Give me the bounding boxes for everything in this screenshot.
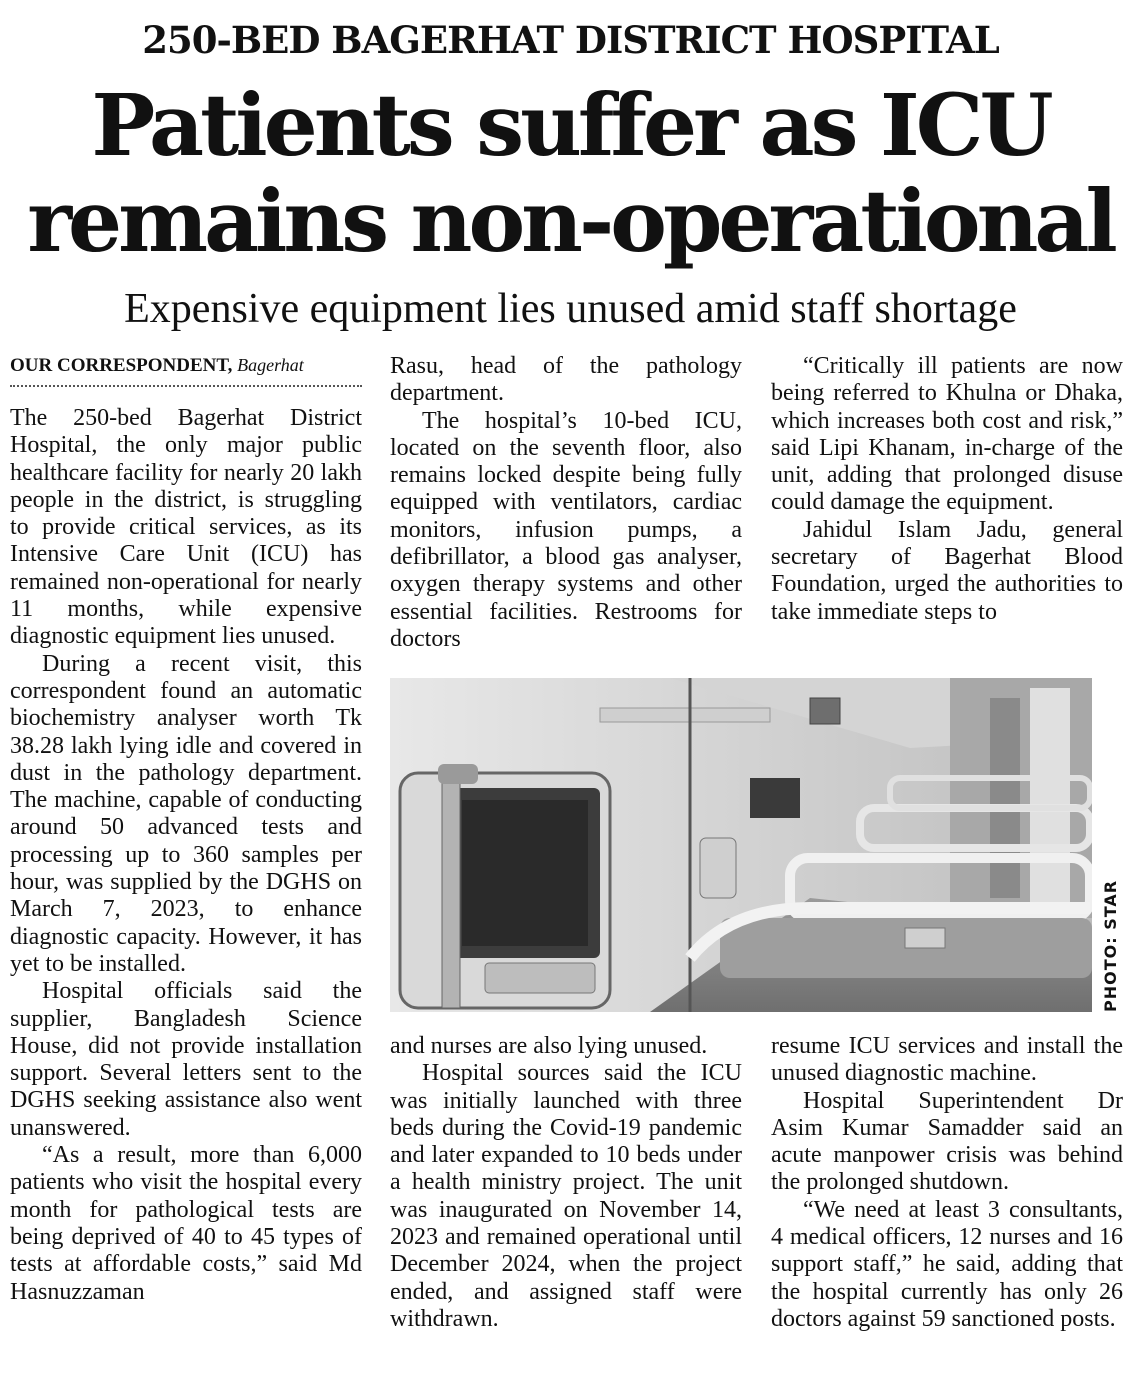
headline <box>0 78 1141 270</box>
column-3-bottom <box>771 1033 1123 1363</box>
icu-photo-illustration <box>390 678 1092 1012</box>
paragraph: Rasu, head of the pathology department. <box>390 353 742 407</box>
column-1 <box>10 405 362 1360</box>
column-2-bottom <box>390 1033 742 1363</box>
paragraph: Hospital officials said the supplier, Bangladesh Science House, did not provide installation support. Several letters sent to the DGHS seeking assistance also went unanswered. <box>10 978 362 1141</box>
column-3-top <box>771 353 1123 658</box>
byline <box>10 355 362 387</box>
paragraph: The 250-bed Bagerhat District Hospital, the only major public healthcare facility for nearly 20 lakh people in the district, is struggling to provide critical services, as its Intensive Care Unit (ICU) has remained non-operational for nearly 11 months, while expensive diagnostic equipment lies unused. <box>10 405 362 650</box>
byline-location: Bagerhat <box>237 355 304 375</box>
paragraph: During a recent visit, this correspondent found an automatic biochemistry analyser worth Tk 38.28 lakh lying idle and covered in dust in the pathology department. The machine, capable of conducting around 50 advanced tests and processing up to 360 samples per hour, was supplied by the DGHS on March 7, 2023, to enhance diagnostic capacity. However, it has yet to be installed. <box>10 650 362 977</box>
headline-line-1: Patients suffer as ICU <box>91 76 1050 176</box>
paragraph: resume ICU services and install the unused diagnostic machine. <box>771 1033 1123 1087</box>
kicker: 250-BED BAGERHAT DISTRICT HOSPITAL <box>142 18 999 62</box>
paragraph: Jahidul Islam Jadu, general secretary of Bagerhat Blood Foundation, urged the authorities to take immediate steps to <box>771 516 1123 625</box>
byline-author: OUR CORRESPONDENT, <box>10 355 233 376</box>
paragraph: “Critically ill patients are now being referred to Khulna or Dhaka, which increases both cost and risk,” said Lipi Khanam, in-charge of the unit, adding that prolonged disuse could damage the equipment. <box>771 353 1123 516</box>
paragraph: “We need at least 3 consultants, 4 medical officers, 12 nurses and 16 support staff,” he said, adding that the hospital currently has only 26 doctors against 59 sanctioned posts. <box>771 1196 1123 1332</box>
column-2-top <box>390 353 742 658</box>
paragraph: and nurses are also lying unused. <box>390 1033 708 1059</box>
photo-credit: PHOTO: STAR <box>1101 879 1120 1012</box>
paragraph: “As a result, more than 6,000 patients who visit the hospital every month for pathological tests are being deprived of 40 to 45 types of tests at affordable costs,” said Md Hasnuzzaman <box>10 1142 362 1305</box>
icu-photo <box>390 678 1092 1012</box>
paragraph: The hospital’s 10-bed ICU, located on the seventh floor, also remains locked despite being fully equipped with ventilators, cardiac monitors, infusion pumps, a defibrillator, a blood gas analyser, oxygen therapy systems and other essential facilities. Restrooms for doctors <box>390 407 742 652</box>
paragraph: Hospital sources said the ICU was initially launched with three beds during the Covid-19 pandemic and later expanded to 10 beds under a health ministry project. The unit was inaugurated on November 14, 2023 and remained operational until December 2024, when the project ended, and assigned staff were withdrawn. <box>390 1060 742 1332</box>
headline-line-2: remains non-operational <box>27 172 1114 272</box>
paragraph: Hospital Superintendent Dr Asim Kumar Samadder said an acute manpower crisis was behind the prolonged shutdown. <box>771 1087 1123 1196</box>
deck: Expensive equipment lies unused amid staff shortage <box>124 286 1017 332</box>
